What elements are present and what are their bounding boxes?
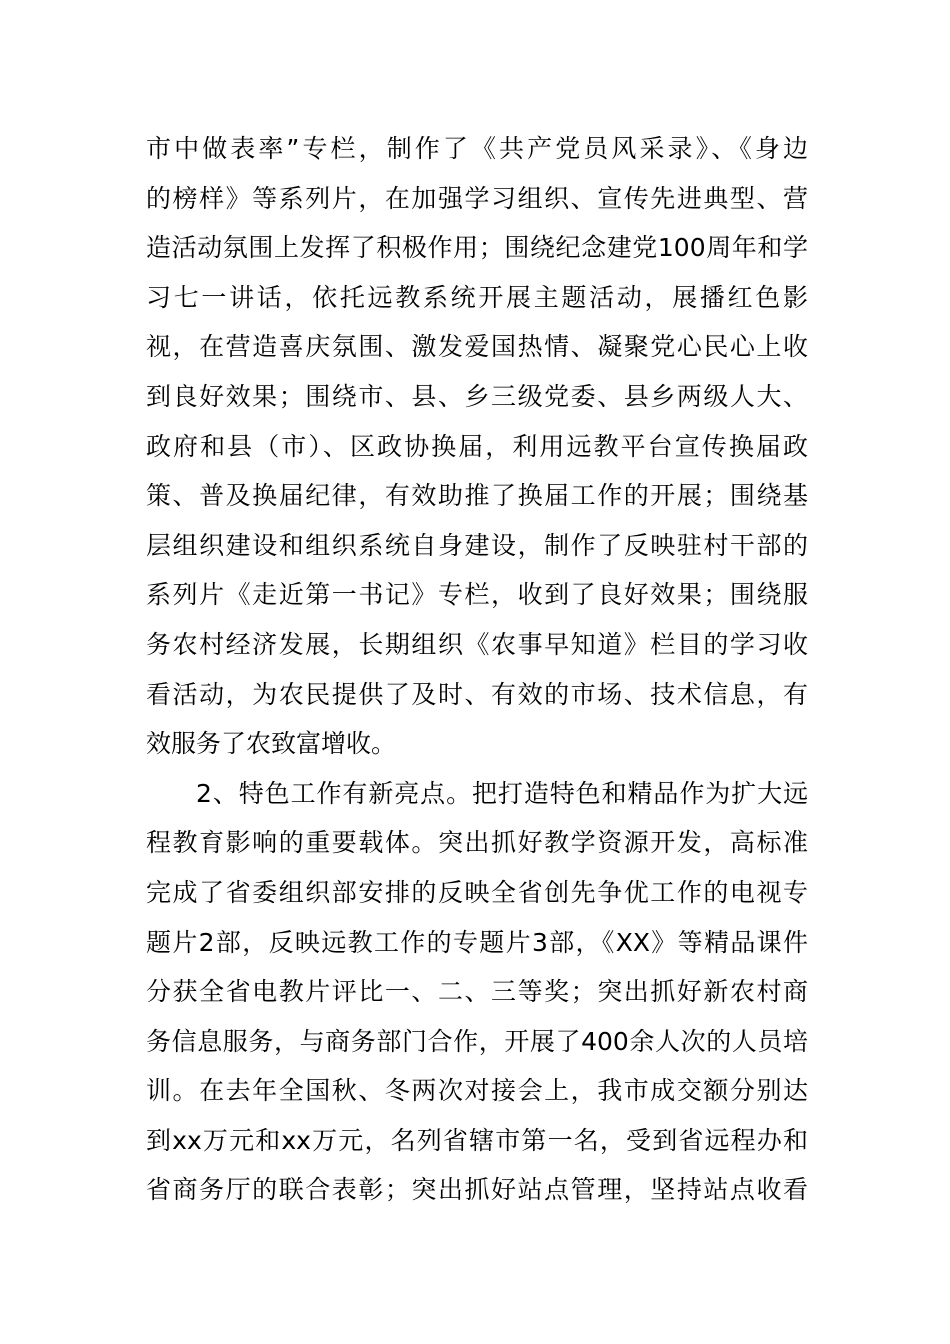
- text-line: 省商务厅的联合表彰；突出抓好站点管理，坚持站点收看: [146, 1175, 808, 1205]
- text-line: 2、特色工作有新亮点。把打造特色和精品作为扩大远: [196, 778, 808, 808]
- text-line: 视，在营造喜庆氛围、激发爱国热情、凝聚党心民心上收: [146, 332, 808, 362]
- text-line: 看活动，为农民提供了及时、有效的市场、技术信息，有: [146, 679, 808, 709]
- text-line: 务农村经济发展，长期组织《农事早知道》栏目的学习收: [146, 629, 808, 659]
- text-line: 程教育影响的重要载体。突出抓好教学资源开发，高标准: [146, 828, 808, 858]
- paragraph-2: [146, 769, 808, 1215]
- text-line: 训。在去年全国秋、冬两次对接会上，我市成交额分别达: [146, 1076, 808, 1106]
- text-line: 层组织建设和组织系统自身建设，制作了反映驻村干部的: [146, 530, 808, 560]
- text-line: 分获全省电教片评比一、二、三等奖；突出抓好新农村商: [146, 977, 808, 1007]
- text-line: 的榜样》等系列片，在加强学习组织、宣传先进典型、营: [146, 183, 808, 213]
- text-line: 务信息服务，与商务部门合作，开展了400余人次的人员培: [146, 1026, 808, 1056]
- paragraph-1: [146, 124, 808, 769]
- text-line: 习七一讲话，依托远教系统开展主题活动，展播红色影: [146, 282, 808, 312]
- text-line: 市中做表率”专栏，制作了《共产党员风采录》、《身边: [146, 134, 808, 163]
- text-line: 到xx万元和xx万元，名列省辖市第一名，受到省远程办和: [146, 1125, 808, 1155]
- text-line: 题片2部，反映远教工作的专题片3部，《XX》等精品课件: [146, 927, 808, 957]
- text-line: 策、普及换届纪律，有效助推了换届工作的开展；围绕基: [146, 481, 808, 511]
- text-line: 到良好效果；围绕市、县、乡三级党委、县乡两级人大、: [146, 381, 808, 411]
- text-line: 效服务了农致富增收。: [146, 729, 397, 759]
- body-text: [146, 124, 808, 1215]
- text-line: 完成了省委组织部安排的反映全省创先争优工作的电视专: [146, 877, 808, 907]
- text-line: 政府和县（市）、区政协换届，利用远教平台宣传换届政: [146, 431, 808, 461]
- text-line: 系列片《走近第一书记》专栏，收到了良好效果；围绕服: [146, 580, 808, 610]
- text-line: 造活动氛围上发挥了积极作用；围绕纪念建党100周年和学: [146, 233, 808, 263]
